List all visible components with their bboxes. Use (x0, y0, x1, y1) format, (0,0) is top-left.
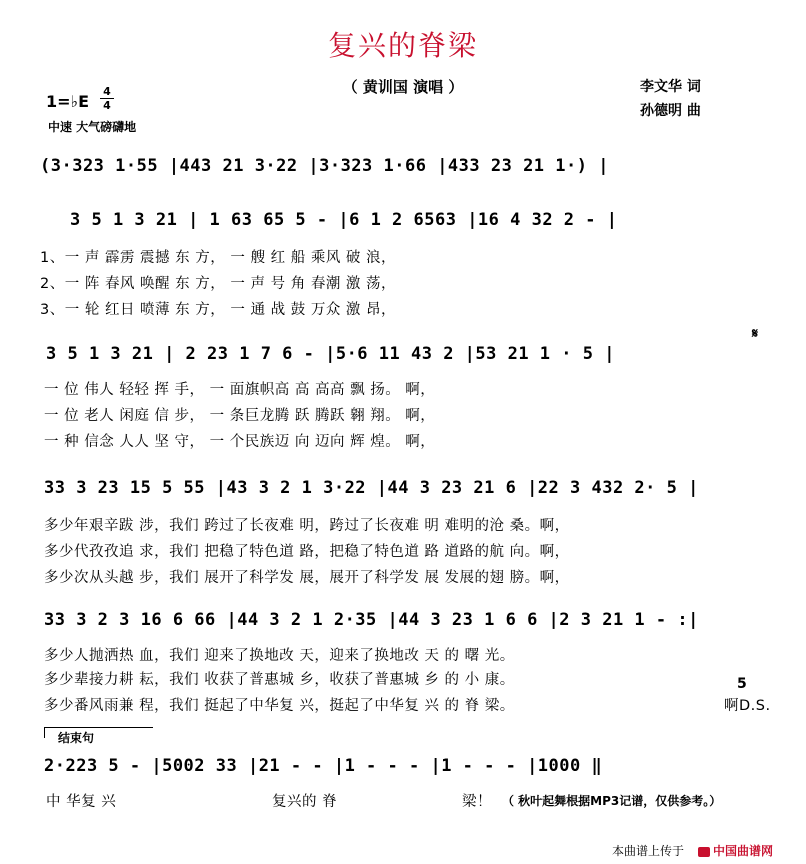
lyric-verse3-b: 一 种 信念 人人 坚 守， 一 个民族迈 向 迈向 辉 煌。 啊， (44, 434, 436, 450)
site-logo-icon (698, 847, 710, 857)
notation-line-6: 2·223 5 - |5002 33 |21 - - |1 - - - |1 - - - |1000 ‖ (44, 756, 603, 776)
song-title: 复兴的脊梁 (327, 29, 478, 62)
ds-note-five: 5 (737, 676, 747, 692)
singer-credit: （ 黄训国 演唱 ） (342, 78, 464, 96)
notation-line-3: 3 5 1 3 21 | 2 23 1 7 6 - |5·6 11 43 2 |53 21 1 · 5 | (46, 344, 615, 364)
notation-line-2: 3 5 1 3 21 | 1 63 65 5 - |6 1 2 6563 |16 4 32 2 - | (70, 210, 618, 230)
notation-line-5: 33 3 2 3 16 6 66 |44 3 2 1 2·35 |44 3 23 1 6 6 |2 3 21 1 - :| (44, 610, 699, 630)
site-logo-text: 中国曲谱网 (713, 844, 774, 858)
tempo-marking: 中速 大气磅礴地 (48, 120, 137, 134)
time-signature (100, 86, 114, 111)
ending-label: 结束句 (58, 731, 95, 745)
lyric-verse3-d: 多少番风雨兼 程，我们 挺起了中华复 兴，挺起了中华复 兴 的 脊 梁。 (44, 698, 515, 714)
notation-line-4: 33 3 23 15 5 55 |43 3 2 1 3·22 |44 3 23 21 6 |22 3 432 2· 5 | (44, 478, 699, 498)
upload-caption: 本曲谱上传于 (612, 844, 685, 858)
transcription-note: （ 秋叶起舞根据MP3记谱，仅供参考。） (502, 794, 722, 808)
lyric-verse2-c: 多少代孜孜追 求，我们 把稳了特色道 路，把稳了特色道 路 道路的航 向。啊， (44, 544, 570, 560)
lyric-verse2-b: 一 位 老人 闲庭 信 步， 一 条巨龙腾 跃 腾跃 翱 翔。 啊， (44, 408, 436, 424)
lyric-verse3-c: 多少次从头越 步，我们 展开了科学发 展，展开了科学发 展 发展的翅 膀。啊， (44, 570, 570, 586)
lyric-verse2-d: 多少辈接力耕 耘，我们 收获了普惠城 乡，收获了普惠城 乡 的 小 康。 (44, 672, 515, 688)
lyric-verse1-a: 1、一 声 霹雳 震撼 东 方， 一 艘 红 船 乘风 破 浪， (40, 250, 397, 266)
lyric-verse1-c: 多少年艰辛跋 涉，我们 跨过了长夜难 明，跨过了长夜难 明 难明的沧 桑。啊， (44, 518, 570, 534)
lyric-verse3-a: 3、一 轮 红日 喷薄 东 方， 一 通 战 鼓 万众 激 昂， (40, 302, 397, 318)
lyric-end-a: 中 华复 兴 (46, 794, 117, 810)
segno-icon: 𝄋 (752, 326, 759, 342)
lyricist-credit: 李文华 词 (640, 79, 701, 95)
lyric-end-b: 复兴的 脊 (272, 794, 338, 810)
lyric-verse1-b: 一 位 伟人 轻轻 挥 手， 一 面旗帜高 高 高高 飘 扬。 啊， (44, 382, 436, 398)
key-signature: 1=♭E (46, 92, 90, 111)
lyric-verse2-a: 2、一 阵 春风 唤醒 东 方， 一 声 号 角 春潮 激 荡， (40, 276, 397, 292)
time-signature-top: 4 (103, 85, 111, 98)
notation-line-1: (3·323 1·55 |443 21 3·22 |3·323 1·66 |433 23 21 1·) | (40, 156, 609, 176)
site-logo[interactable] (698, 842, 773, 859)
ds-marking: 啊D.S. (724, 698, 771, 714)
lyric-end-c: 梁！ (462, 794, 492, 810)
composer-credit: 孙德明 曲 (640, 103, 701, 119)
lyric-verse1-d: 多少人抛洒热 血，我们 迎来了换地改 天，迎来了换地改 天 的 曙 光。 (44, 648, 515, 664)
time-signature-bottom: 4 (103, 99, 111, 112)
